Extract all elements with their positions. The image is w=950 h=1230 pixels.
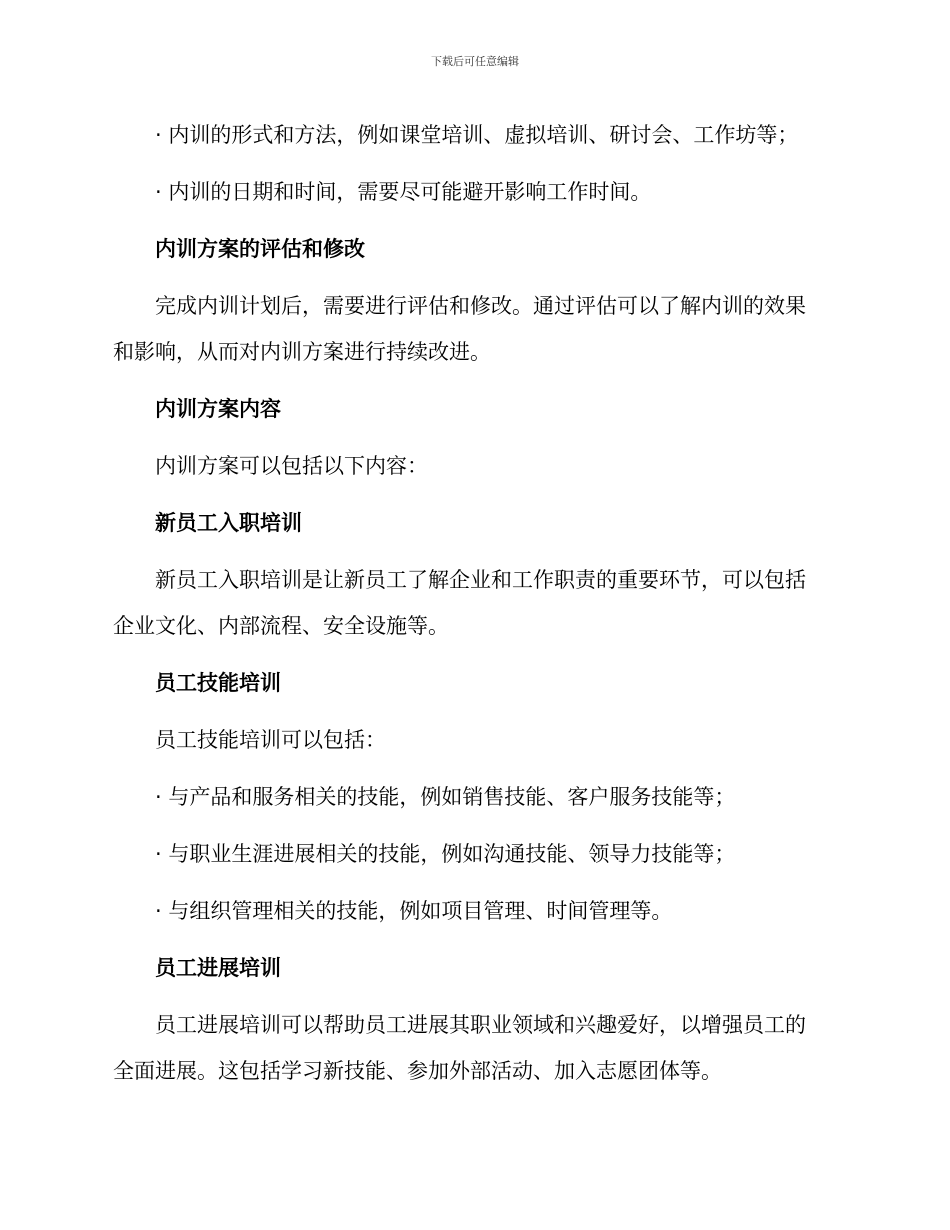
- paragraph-line: 完成内训计划后，需要进行评估和修改。通过评估可以了解内训的效果: [155, 294, 806, 318]
- paragraph-line: 员工技能培训可以包括：: [155, 728, 386, 752]
- section-heading-content: 内训方案内容: [155, 397, 281, 421]
- paragraph-line: 和影响，从而对内训方案进行持续改进。: [113, 340, 491, 364]
- paragraph-line: 内训方案可以包括以下内容：: [155, 454, 428, 478]
- bullet-item: · 与组织管理相关的技能，例如项目管理、时间管理等。: [155, 899, 673, 923]
- paragraph-line: 全面进展。这包括学习新技能、参加外部活动、加入志愿团体等。: [113, 1059, 722, 1083]
- bullet-item: · 内训的日期和时间，需要尽可能避开影响工作时间。: [155, 180, 652, 204]
- bullet-item: · 内训的形式和方法，例如课堂培训、虚拟培训、研讨会、工作坊等；: [155, 123, 799, 147]
- paragraph-line: 企业文化、内部流程、安全设施等。: [113, 614, 449, 638]
- section-heading-development: 员工进展培训: [155, 956, 281, 980]
- section-heading-skills: 员工技能培训: [155, 671, 281, 695]
- section-heading-onboarding: 新员工入职培训: [155, 511, 302, 535]
- bullet-item: · 与产品和服务相关的技能，例如销售技能、客户服务技能等；: [155, 785, 736, 809]
- paragraph-line: 员工进展培训可以帮助员工进展其职业领域和兴趣爱好，以增强员工的: [155, 1013, 806, 1037]
- section-heading-evaluation: 内训方案的评估和修改: [155, 237, 365, 261]
- document-body: [113, 112, 833, 1094]
- header-note: 下载后可任意编辑: [431, 55, 519, 68]
- paragraph-line: 新员工入职培训是让新员工了解企业和工作职责的重要环节，可以包括: [155, 568, 806, 592]
- bullet-item: · 与职业生涯进展相关的技能，例如沟通技能、领导力技能等；: [155, 842, 736, 866]
